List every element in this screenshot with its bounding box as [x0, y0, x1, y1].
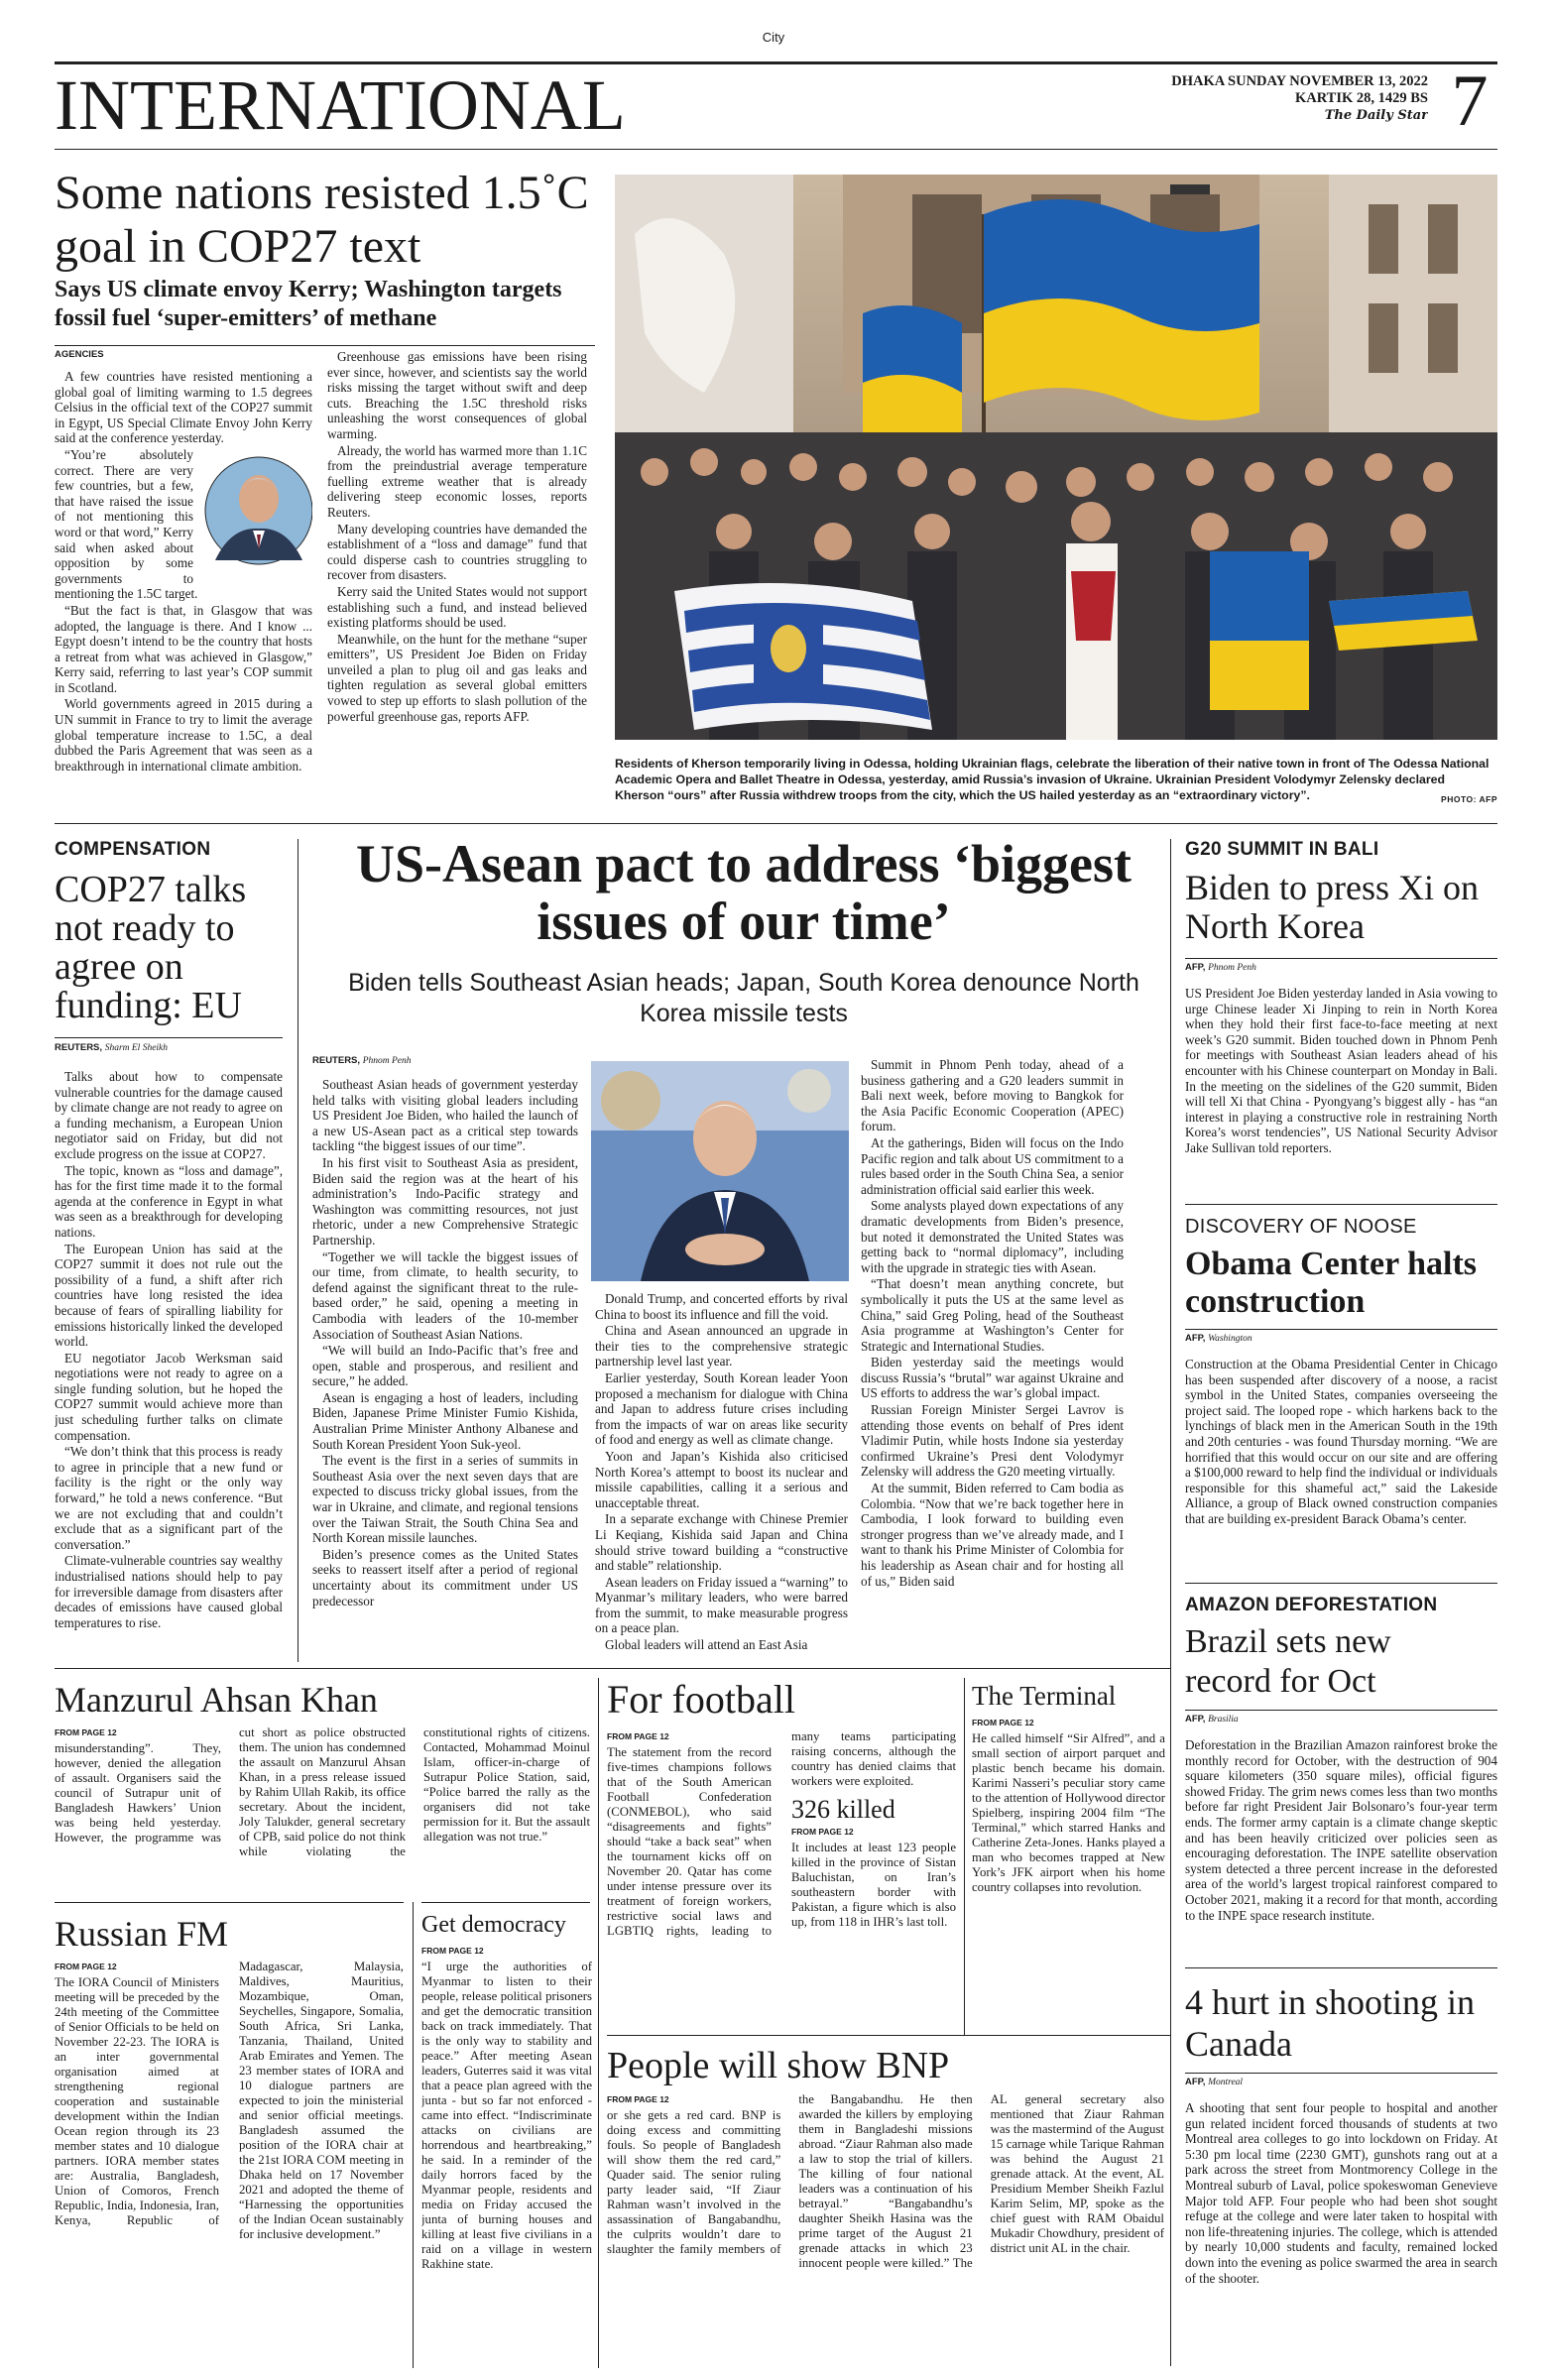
g20-byline	[1185, 962, 1497, 973]
amazon-headline: Brazil sets new record for Oct	[1185, 1623, 1391, 1700]
obama-byline	[1185, 1333, 1497, 1344]
g20-kicker: G20 SUMMIT IN BALI	[1185, 839, 1379, 860]
sidebar-rule-3	[1185, 1967, 1497, 1968]
asean-col2	[595, 1291, 848, 1662]
section-title: INTERNATIONAL	[55, 65, 626, 145]
byline-place: Sharm El Sheikh	[104, 1043, 169, 1053]
asean-paragraph: Southeast Asian heads of government yesterday held talks with visiting global leaders including US President Joe Biden, who hailed the launch of a new US-Asean pact as a critical step towards tackling “the biggest issues of our time”.	[312, 1077, 578, 1154]
cop27-headline: Some nations resisted 1.5˚C goal in COP27 text	[55, 167, 589, 273]
caption-text: Residents of Kherson temporarily living in Odessa, holding Ukrainian flags, celebrate the liberation of their native town in front of The Odessa National Academic Opera and Ballet Theatre in Odessa, yesterday, amid Russia’s invasion of Ukraine. Ukrainian President Volodymyr Zelensky declared Kherson “ours” after Russia withdrew troops from the city, which the US hailed yesterday as an “extraordinary victory”.	[615, 757, 1490, 802]
cop27-paragraph: Already, the world has warmed more than 1.1C from the preindustrial average temperature fuelling extreme weather that is already delivering steep economic losses, reports Reuters.	[327, 442, 587, 520]
kerry-portrait	[201, 451, 312, 570]
cop27-paragraph: Many developing countries have demanded the establishment of a “loss and damage” fund that could disperse cash to countries struggling to recover from disasters.	[327, 521, 587, 583]
killed-text: It includes at least 123 people killed in the province of Sistan Baluchistan, on Iran’s southeastern border with Pakistan, a figure which is also up, from 118 in IHR’s last toll.	[791, 1841, 956, 1929]
g20-body: US President Joe Biden yesterday landed in Asia vowing to urge Chinese leader Xi Jinping to rein in North Korea when they hold their first face-to-face meeting at next week’s G20 summit. Biden touched down in Phnom Penh for meetings with Southeast Asian leaders ahead of his encounter with his Chinese counterpart on Monday in Bali. In the meeting on the sidelines of the G20 summit, Biden will tell Xi that China - Pyongyang’s biggest ally - has “an interest in playing a constructive role in restraining North Korea’s worst tendencies”, US National Security Advisor Jake Sullivan told reporters.	[1185, 986, 1497, 1155]
cop27-paragraph: “You’re absolutely correct. There are very few countries, but a few, that have raised the issue of not mentioning this word or that word,” Kerry said when asked about opposition by some governments to mentioning the 1.5C target.	[55, 446, 198, 602]
byline-place: Brasilia	[1208, 1715, 1239, 1725]
amazon-kicker: AMAZON DEFORESTATION	[1185, 1595, 1438, 1615]
asean-paragraph: “We will build an Indo-Pacific that’s free and open, stable and prosperous, and resilient and secure,” he added.	[312, 1343, 578, 1389]
cop27-paragraph: Greenhouse gas emissions have been rising ever since, however, and scientists say the world risks missing the target without swift and deep cuts. Breaching the 1.5C threshold risks unleashing the worst consequences of global warming.	[327, 349, 587, 441]
g20-headline: Biden to press Xi on North Korea	[1185, 869, 1479, 946]
from-page: FROM PAGE 12	[607, 1731, 669, 1741]
from-page: FROM PAGE 12	[791, 1827, 854, 1837]
asean-col3	[861, 1057, 1124, 1662]
asean-paragraph: At the gatherings, Biden will focus on the Indo Pacific region and talk about US commitment to a rules based order in the South China Sea, a senior administration official said earlier this week.	[861, 1134, 1124, 1197]
section-label: City	[762, 30, 785, 45]
canada-headline: 4 hurt in shooting in Canada	[1185, 1982, 1476, 2064]
odessa-photo	[615, 175, 1497, 740]
democracy-rule	[421, 1902, 590, 1903]
byline-place: Phnom Penh	[1208, 963, 1256, 973]
manzurul-headline: Manzurul Ahsan Khan	[55, 1680, 378, 1720]
masthead-bottom-rule	[55, 149, 1497, 150]
asean-paragraph: Earlier yesterday, South Korean leader Yoon proposed a mechanism for dialogue with China and Japan to address future crises including from the impacts of war on areas like security of food and energy as well as climate change.	[595, 1369, 848, 1448]
from-page: FROM PAGE 12	[55, 1727, 117, 1737]
bottom-col-rule-1	[413, 1902, 414, 2368]
from-page: FROM PAGE 12	[972, 1718, 1034, 1727]
obama-byline-rule	[1185, 1329, 1497, 1330]
from-page: FROM PAGE 12	[607, 2094, 669, 2104]
cop27-paragraph: World governments agreed in 2015 during a UN summit in France to try to limit the average global temperature increase to 1.5C, a deal dubbed the Paris Agreement that was seen as a breakthrough in international climate ambition.	[55, 696, 312, 774]
asean-paragraph: At the summit, Biden referred to Cam bodia as Colombia. “Now that we’re back together here in Cambodia, I look forward to building even stronger progress than we’ve already made, and I want to thank his Prime Minister of Colombia for his leadership as Asean chair and for hosting all of us,” Biden said	[861, 1481, 1124, 1589]
compensation-byline-rule	[55, 1037, 283, 1038]
canada-byline-rule	[1185, 2073, 1497, 2074]
cop27-byline-rule	[55, 345, 595, 346]
obama-headline: Obama Center halts construction	[1185, 1246, 1478, 1320]
asean-paragraph: “That doesn’t mean anything concrete, but symbolically it puts the US at the same level as China,” said Greg Poling, head of the Southeast Asia programme at Washington’s Center for Strategic and International Studies.	[861, 1276, 1124, 1354]
obama-body: Construction at the Obama Presidential Center in Chicago has been suspended after discovery of a noose, a racist symbol in the United States, companies overseeing the project said. The looped rope - which harkens back to the lynchings of black men in the American South in the 19th and 20th centuries - was found Thursday morning. “We are horrified that this would occur on our site and are offering a $100,000 reward to help find the individual or individuals responsible for this shameful act,” said the Lakeside Alliance, a group of Black owned construction companies that are building ex-president Barack Obama’s center.	[1185, 1357, 1497, 1526]
terminal-headline: The Terminal	[972, 1681, 1117, 1711]
killed-headline: 326 killed	[791, 1795, 895, 1824]
asean-paragraph: Yoon and Japan’s Kishida also criticised North Korea’s attempt to boost its nuclear and missile capabilities, calling it a serious and unacceptable threat.	[595, 1448, 848, 1510]
compensation-paragraph: “We don’t think that this process is ready to agree in principle that a new fund or facility is the right or the only way forward,” he told a news conference. “But we are not excluding that and couldn’t exclude that as a significant part of the conversation.”	[55, 1444, 283, 1552]
football-headline: For football	[607, 1677, 795, 1722]
page-number: 7	[1451, 61, 1489, 141]
compensation-byline	[55, 1042, 283, 1053]
asean-paragraph: Asean leaders on Friday issued a “warning” to Myanmar’s military leaders, who were barred from the summit, to make measurable progress on a peace plan.	[595, 1574, 848, 1636]
photo-credit: PHOTO: AFP	[1441, 794, 1497, 804]
photo-caption	[615, 756, 1497, 807]
compensation-headline: COP27 talks not ready to agree on funding: EU	[55, 871, 247, 1025]
asean-paragraph: “Together we will tackle the biggest issues of our time, from climate, to health security, to defend against the significant threat to the rule-based order,” he said, opening a meeting in Cambodia with leaders of the 10-member Association of Southeast Asian Nations.	[312, 1249, 578, 1342]
obama-kicker: DISCOVERY OF NOOSE	[1185, 1216, 1417, 1238]
byline-place: Phnom Penh	[362, 1056, 412, 1066]
cop27-paragraph: A few countries have resisted mentioning a global goal of limiting warming to 1.5 degrees Celsius in the official text of the COP27 summit in Egypt, US Special Climate Envoy John Kerry said at the conference yesterday.	[55, 369, 312, 446]
compensation-paragraph: EU negotiator Jacob Werksman said negotiations were not ready to agree on a single funding solution, but he hoped the COP27 summit would achieve more than just scheduling further talks on climate compensation.	[55, 1350, 283, 1443]
column-rule-right	[1170, 839, 1171, 2366]
russianfm-body	[55, 1960, 404, 2366]
byline-agency: AFP,	[1185, 1714, 1206, 1725]
bottom-col-rule-3	[964, 1678, 965, 2035]
asean-col1	[312, 1077, 578, 1662]
football-text: The statement from the record five-times champions follows that of the South American Football Confederation (CONMEBOL), who said “disagreements and fights” should “take a back seat” when the tournament kicks off on November 20. Qatar has come under intense pressure over its treatment of foreign workers, restrictive social laws and LGBTIQ rights, leading to many teams participating raising concerns, although the country has denied claims that workers were exploited.	[607, 1729, 956, 1938]
asean-paragraph: Donald Trump, and concerted efforts by rival China to boost its influence and fill the void.	[595, 1291, 848, 1322]
date-text: DHAKA SUNDAY NOVEMBER 13, 2022	[1171, 73, 1428, 89]
g20-byline-rule	[1185, 958, 1497, 959]
masthead-top-rule	[55, 61, 1497, 64]
asean-paragraph: Asean is engaging a host of leaders, including Biden, Japanese Prime Minister Fumio Kishida, Australian Prime Minister Anthony Albanese and South Korean President Yoon Suk-yeol.	[312, 1389, 578, 1452]
sidebar-rule-2	[1185, 1583, 1497, 1584]
bangla-date: KARTIK 28, 1429 BS	[1294, 90, 1428, 106]
cop27-subhead: Says US climate envoy Kerry; Washington targets fossil fuel ‘super-emitters’ of methane	[55, 277, 562, 331]
russianfm-rule	[55, 1902, 404, 1903]
byline-agency: AFP,	[1185, 1333, 1206, 1344]
cop27-body	[55, 369, 312, 820]
asean-paragraph: Summit in Phnom Penh today, ahead of a business gathering and a G20 leaders summit in Bali next week, before moving to Bangkok for the Asia Pacific Economic Cooperation (APEC) forum.	[861, 1057, 1124, 1134]
cop27-byline: AGENCIES	[55, 349, 104, 360]
byline-place: Montreal	[1208, 2078, 1244, 2087]
compensation-paragraph: Talks about how to compensate vulnerable countries for the damage caused by climate change are not ready to agree on a funding mechanism, a European Union negotiator said on Friday, but did not exclude progress on the issue at COP27.	[55, 1069, 283, 1161]
asean-paragraph: Russian Foreign Minister Sergei Lavrov is attending those events on behalf of Pres ident Vladimir Putin, while hosts Indone sia yesterday confirmed Ukraine’s Presi dent Volodymyr Zelensky will address the G20 meeting virtually.	[861, 1402, 1124, 1480]
manzurul-body	[55, 1726, 590, 1894]
amazon-byline-rule	[1185, 1710, 1497, 1711]
canada-body: A shooting that sent four people to hospital and another gun related incident forced thousands of students at two Montreal area colleges to go into lockdown on Friday. At 5:30 pm local time (2230 GMT), gunshots rang out at a park across the street from Montmorency College in the Montreal suburb of Laval, police spokeswoman Genevieve Major told AFP. Four people who had been shot sought refuge at the college and were later taken to hospital with non life-threatening injuries. The college, which is attended by nearly 10,000 students and faculty, remained locked down into the evening as police swarmed the area in search of the shooter.	[1185, 2100, 1497, 2286]
byline-agency: AFP,	[1185, 2077, 1206, 2087]
cop27-paragraph: Meanwhile, on the hunt for the methane “super emitters”, US President Joe Biden on Friday unveiled a plan to plug oil and gas leaks and tighten regulation as several global emitters vowed to step up efforts to slash pollution of the powerful greenhouse gas, reports AFP.	[327, 631, 587, 724]
bnp-headline: People will show BNP	[607, 2045, 950, 2086]
byline-agency: REUTERS,	[55, 1042, 103, 1053]
asean-headline: US-Asean pact to address ‘biggest issues of our time’	[355, 835, 1133, 950]
compensation-paragraph: The European Union has said at the COP27 summit it does not rule out the possibility of a fund, a shift after rich countries have long resisted the idea because of fears of spiralling liability for emissions historically linked the developed world.	[55, 1241, 283, 1350]
asean-byline	[312, 1055, 580, 1066]
upper-section-rule	[55, 823, 1497, 824]
compensation-paragraph: Climate-vulnerable countries say wealthy industrialised nations should help to pay for irreversible damage from disasters after decades of emissions have caused global temperatures to rise.	[55, 1553, 283, 1630]
bottom-col-rule-2	[598, 1678, 599, 2368]
amazon-body: Deforestation in the Brazilian Amazon rainforest broke the monthly record for October, with the destruction of 904 square kilometers (350 square miles), official figures showed Friday. The grim news comes less than two months before far right President Jair Bolsonaro’s four-year term ends. The former army captain is a climate change skeptic and has been heavily criticized over policies seen as encouraging deforestation. The INPE satellite observation system detected a three percent increase in the deforested area of the world’s largest tropical rainforest compared to October 2021, making it a record for that month, according to the INPE space research institute.	[1185, 1737, 1497, 1923]
democracy-headline: Get democracy	[421, 1912, 566, 1938]
cop27-paragraph: “But the fact is that, in Glasgow that was adopted, the language is there. And I know ... Egypt doesn’t intend to be the country that hosts a retreat from what was achieved in Glasgow,” Kerry said, referring to last year’s COP summit in Scotland.	[55, 602, 312, 695]
asean-subhead: Biden tells Southeast Asian heads; Japan, South Korea denounce North Korea missile tests	[348, 969, 1139, 1027]
biden-photo	[591, 1061, 849, 1281]
terminal-text: He called himself “Sir Alfred”, and a small section of airport parquet and plastic bench became his domain. Karimi Nasseri’s peculiar story came to the attention of Hollywood director Spielberg, inspiring 2004 film “The Terminal,” which starred Hanks and Catherine Zeta-Jones. Hanks played a man who becomes trapped at New York’s JFK airport when his home country collapses into revolution.	[972, 1731, 1165, 1894]
bottom-section-rule	[55, 1668, 1170, 1669]
manzurul-text: misunderstanding”. They, however, denied the allegation of assault. Organisers said the council of Sutrapur unit of Bangladesh Hawkers’ Union was being held yesterday. However, the programme was cut short as police obstructed them. The union has condemned the assault on Manzurul Ahsan Khan, in a press release issued by Rahim Ullah Rakib, its office secretary. About the incident, Joly Talukder, general secretary of CPB, said police do not think while violating the constitutional rights of citizens. Contacted, Mohammad Moinul Islam, officer-in-charge of Sutrapur Police Station, said, “Police barred the rally as the organisers did not take permission for it. But the assault allegation was not true.”	[55, 1726, 590, 1858]
byline-agency: REUTERS,	[312, 1055, 361, 1066]
democracy-text: “I urge the authorities of Myanmar to listen to their people, release political prisoners and get the democratic transition back on track immediately. That is the only way to stability and peace.” After meeting Asean leaders, Guterres said it was vital that a peace plan agreed with the junta - but so far not enforced - came into effect. “Indiscriminate attacks on civilians are horrendous and heartbreaking,” he said. In a reminder of the daily horrors faced by the Myanmar people, residents and media on Friday accused the junta of burning houses and killing at least five civilians in a raid on a village in western Rakhine state.	[421, 1960, 592, 2271]
asean-paragraph: Some analysts played down expectations of any dramatic developments from Biden’s presence, but noted it demonstrated the United States was getting back to “normal diplomacy”, including with the upgrade in strategic ties with Asean.	[861, 1198, 1124, 1275]
from-page: FROM PAGE 12	[55, 1962, 117, 1971]
football-body	[607, 1729, 956, 2023]
cop27-paragraph: Kerry said the United States would not support establishing such a fund, and instead believed existing platforms should be used.	[327, 583, 587, 631]
amazon-byline	[1185, 1714, 1497, 1725]
paper-logo: The Daily Star	[1324, 108, 1428, 123]
asean-paragraph: Biden yesterday said the meetings would discuss Russia’s “brutal” war against Ukraine and US efforts to address the war’s global impact.	[861, 1355, 1124, 1401]
terminal-body	[972, 1716, 1165, 2025]
cop27-body-col2	[327, 349, 587, 820]
compensation-kicker: COMPENSATION	[55, 839, 211, 860]
bnp-text: or she gets a red card. BNP is doing excess and committing fouls. So people of Bangladesh will show them the red card,” Quader said. The senior ruling party leader said, “If Ziaur Rahman wasn’t involved in the assassination of Bangabandhu, the culprits wouldn’t dare to slaughter the family members of the Bangabandhu. He then awarded the killers by employing them in Bangladeshi missions abroad. “Ziaur Rahman also made a law to stop the trial of killers. The killing of four national leaders was a continuation of his betrayal.” “Bangabandhu’s daughter Sheikh Hasina was the prime target of the August 21 grenade attacks in which 23 innocent people were killed.” The AL general secretary also mentioned that Ziaur Rahman was the mastermind of the August 15 carnage while Tarique Rahman was behind the August 21 grenade attack. At the event, AL Presidium Member Sheikh Fazlul Karim Selim, MP, spoke as the chief guest with RAM Obaidul Mukadir Chowdhury, president of district unit AL in the chair.	[607, 2092, 1164, 2270]
from-page: FROM PAGE 12	[421, 1946, 484, 1956]
asean-paragraph: In a separate exchange with Chinese Premier Li Keqiang, Kishida said Japan and China should strive toward building a “constructive and stable” relationship.	[595, 1511, 848, 1574]
byline-place: Washington	[1208, 1334, 1252, 1344]
democracy-body	[421, 1944, 592, 2368]
asean-paragraph: Biden’s presence comes as the United States seeks to reassert itself after a period of regional uncertainty about its commitment under US predecessor	[312, 1546, 578, 1608]
asean-paragraph: The event is the first in a series of summits in Southeast Asia over the next seven days that are expected to discuss tricky global issues, from the war in Ukraine, and climate, and regional tensions over the Taiwan Strait, the South China Sea and North Korean missile launches.	[312, 1453, 578, 1546]
byline-agency: AFP,	[1185, 962, 1206, 973]
sidebar-rule-1	[1185, 1204, 1497, 1205]
russianfm-text: The IORA Council of Ministers meeting will be preceded by the 24th meeting of the Committee of Senior Officials to be held on November 22-23. The IORA is an inter governmental organisation aimed at strengthening regional cooperation and sustainable development within the Indian Ocean region through its 23 member states and 10 dialogue partners. IORA member states are: Australia, Bangladesh, Union of Comoros, French Republic, India, Indonesia, Iran, Kenya, Republic of Madagascar, Malaysia, Maldives, Mauritius, Mozambique, Oman, Seychelles, Singapore, Somalia, South Africa, Sri Lanka, Tanzania, Thailand, United Arab Emirates and Yemen. The 23 member states of IORA and 10 dialogue partners are expected to join the ministerial and senior official meetings. Bangladesh assumed the position of the IORA chair at the 21st IORA COM meeting in Dhaka held on 17 November 2021 and adopted the theme of “Harnessing the opportunities of the Indian Ocean sustainably for inclusive development.”	[55, 1960, 404, 2241]
bnp-body	[607, 2092, 1164, 2368]
asean-paragraph: In his first visit to Southeast Asia as president, Biden said the region was at the heart of his administration’s Indo-Pacific strategy and Washington was committing resources, not just rhetoric, under a new Comprehensive Strategic Partnership.	[312, 1154, 578, 1248]
asean-paragraph: Global leaders will attend an East Asia	[605, 1637, 808, 1653]
bnp-rule	[607, 2035, 1170, 2036]
compensation-paragraph: The topic, known as “loss and damage”, has for the first time made it to the formal agenda at the conference in Egypt in what was seen as a breakthrough for developing nations.	[55, 1162, 283, 1240]
dateline	[1111, 73, 1428, 124]
russianfm-headline: Russian FM	[55, 1914, 229, 1954]
compensation-body	[55, 1069, 283, 1662]
canada-byline	[1185, 2077, 1497, 2087]
asean-paragraph: China and Asean announced an upgrade in their ties to the comprehensive strategic partnership level last year.	[595, 1323, 848, 1369]
